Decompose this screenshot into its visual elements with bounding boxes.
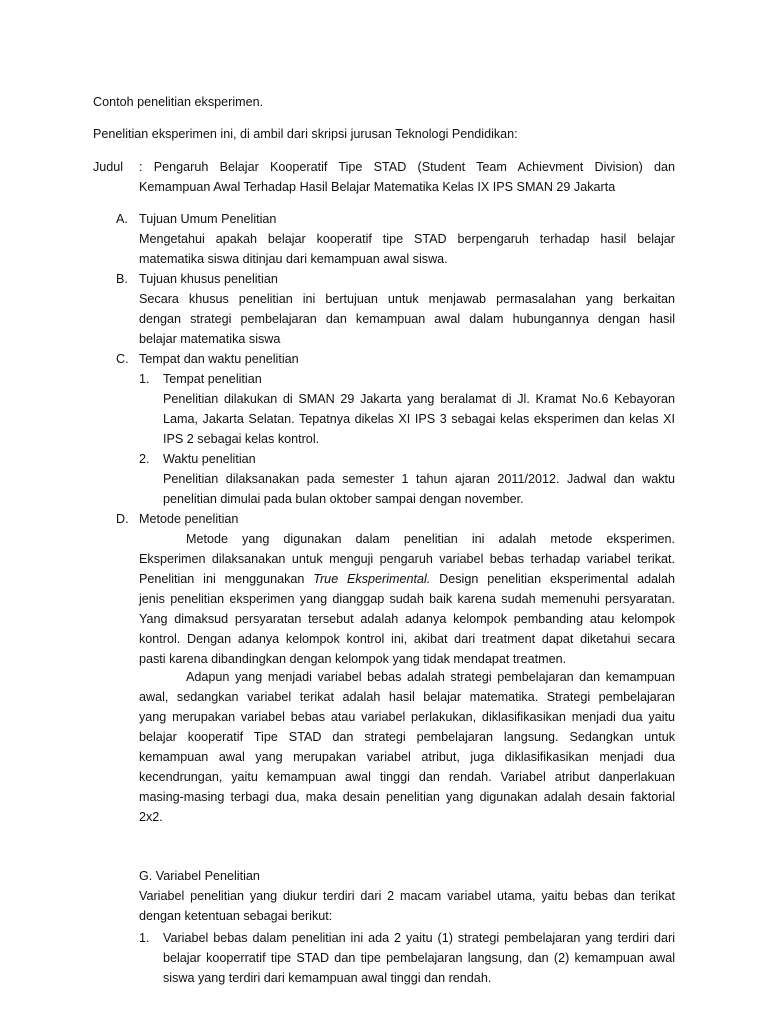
subsection-heading: Waktu penelitian	[163, 452, 256, 466]
paragraph-line: Metode yang digunakan dalam penelitian ini adalah metode eksperimen.	[186, 532, 675, 546]
paragraph-line: kecendrungan, yaitu kemampuan awal tinggi dan rendah. Variabel atribut danperlakuan	[139, 770, 675, 784]
paragraph-line: Mengetahui apakah belajar kooperatif tipe STAD berpengaruh terhadap hasil belajar	[139, 232, 675, 246]
paragraph-line: belajar kooperratif tipe STAD dan tipe pembelajaran langsung, dan (2) kemampuan awal	[163, 951, 675, 965]
paragraph-line	[139, 569, 675, 589]
paragraph-line: Penelitian dilaksanakan pada semester 1 tahun ajaran 2011/2012. Jadwal dan waktu	[163, 472, 675, 486]
section-marker: A.	[116, 212, 128, 226]
section-heading: Tujuan Umum Penelitian	[139, 212, 277, 226]
paragraph-line: Eksperimen dilaksanakan untuk menguji pengaruh variabel bebas terhadap variabel terikat.	[139, 552, 675, 566]
paragraph-line: siswa yang terdiri dari kemampuan awal tinggi dan rendah.	[163, 971, 492, 985]
paragraph-line: IPS 2 sebagai kelas kontrol.	[163, 432, 320, 446]
title-line: : Pengaruh Belajar Kooperatif Tipe STAD (Student Team Achievment Division) dan	[139, 160, 675, 174]
text-run: Design penelitian eksperimental adalah	[430, 572, 675, 586]
list-marker: 2.	[139, 452, 150, 466]
section-heading: G. Variabel Penelitian	[139, 869, 260, 883]
emphasis-text: True Eksperimental.	[313, 572, 431, 586]
title-line: Kemampuan Awal Terhadap Hasil Belajar Matematika Kelas IX IPS SMAN 29 Jakarta	[139, 180, 616, 194]
subsection-heading: Tempat penelitian	[163, 372, 262, 386]
paragraph-line: penelitian dimulai pada bulan oktober sampai dengan november.	[163, 492, 524, 506]
paragraph-line: jenis penelitian eksperimen yang dianggap sudah baik karena sudah memenuhi persyaratan.	[139, 592, 675, 606]
paragraph-line: belajar matematika siswa	[139, 332, 281, 346]
paragraph-line: kontrol. Dengan adanya kelompok kontrol ini, akibat dari treatment dapat diketahui secara	[139, 632, 675, 646]
paragraph-line: Adapun yang menjadi variabel bebas adalah strategi pembelajaran dan kemampuan	[186, 670, 675, 684]
paragraph-line: awal, sedangkan variabel terikat adalah hasil belajar matematika. Strategi pembelajaran	[139, 690, 675, 704]
paragraph-line: pasti karena dibandingkan dengan kelompok yang tidak mendapat treatmen.	[139, 652, 567, 666]
paragraph-line: Lama, Jakarta Selatan. Tepatnya dikelas XI IPS 3 sebagai kelas eksperimen dan kelas XI	[163, 412, 675, 426]
paragraph-line: matematika siswa ditinjau dari kemampuan awal siswa.	[139, 252, 448, 266]
section-heading: Tempat dan waktu penelitian	[139, 352, 299, 366]
paragraph-line: belajar kooperatif Tipe STAD dan strategi pembelajaran langsung. Sedangkan untuk	[139, 730, 675, 744]
paragraph-line: Secara khusus penelitian ini bertujuan untuk menjawab permasalahan yang berkaitan	[139, 292, 675, 306]
title-label: Judul	[93, 160, 124, 174]
paragraph-line: Penelitian dilakukan di SMAN 29 Jakarta yang beralamat di Jl. Kramat No.6 Kebayoran	[163, 392, 675, 406]
paragraph-line: kemampuan awal yang merupakan variabel atribut, juga diklasifikasikan menjadi dua	[139, 750, 675, 764]
list-marker: 1.	[139, 372, 150, 386]
paragraph-line: 2x2.	[139, 810, 163, 824]
paragraph-line: Yang dimaksud persyaratan tersebut adalah adanya kelompok pembanding atau kelompok	[139, 612, 675, 626]
list-marker: 1.	[139, 931, 150, 945]
paragraph-line: dengan strategi pembelajaran dan kemampuan awal dalam hubungannya dengan hasil	[139, 312, 675, 326]
section-marker: C.	[116, 352, 129, 366]
section-heading: Metode penelitian	[139, 512, 239, 526]
paragraph-line: Variabel penelitian yang diukur terdiri dari 2 macam variabel utama, yaitu bebas dan terikat	[139, 889, 675, 903]
section-marker: D.	[116, 512, 129, 526]
intro-source-line: Penelitian eksperimen ini, di ambil dari skripsi jurusan Teknologi Pendidikan:	[93, 127, 518, 141]
paragraph-line: dengan ketentuan sebagai berikut:	[139, 909, 333, 923]
section-marker: B.	[116, 272, 128, 286]
intro-line: Contoh penelitian eksperimen.	[93, 95, 264, 109]
paragraph-line: masing-masing terbagi dua, maka desain penelitian yang digunakan adalah desain faktorial	[139, 790, 675, 804]
section-heading: Tujuan khusus penelitian	[139, 272, 278, 286]
paragraph-line: yang merupakan variabel bebas atau variabel perlakukan, diklasifikasikan menjadi dua yaitu	[139, 710, 675, 724]
text-run: Penelitian ini menggunakan	[139, 572, 314, 586]
paragraph-line: Variabel bebas dalam penelitian ini ada 2 yaitu (1) strategi pembelajaran yang terdiri dari	[163, 931, 675, 945]
